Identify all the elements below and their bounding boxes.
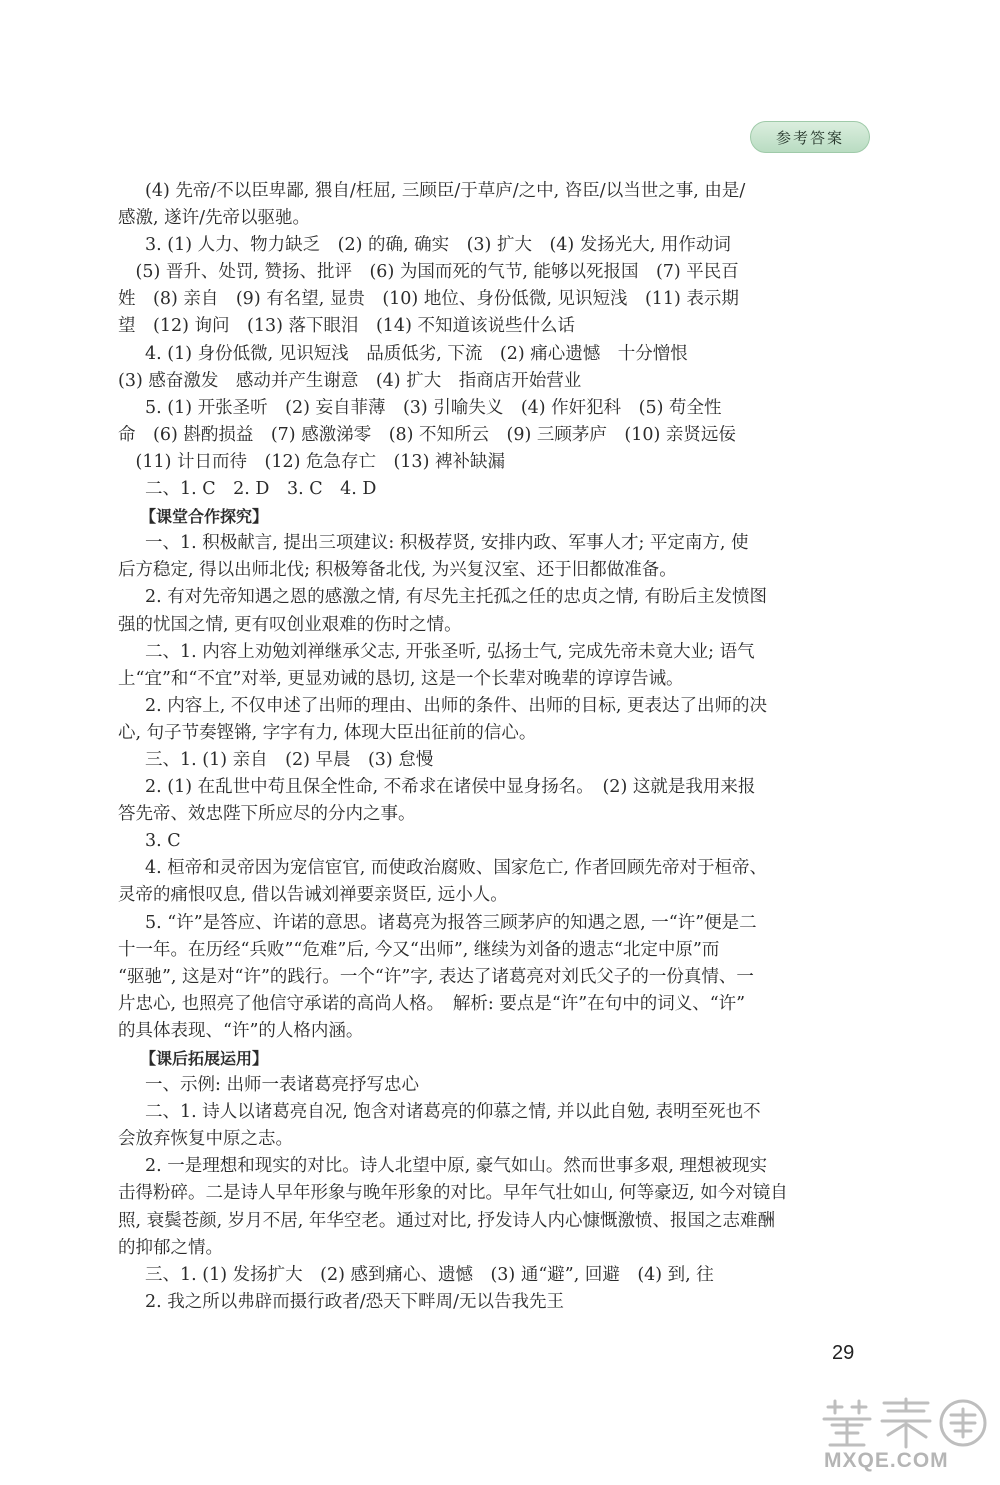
answer-line: 2. 我之所以弗辟而摄行政者/恐天下畔周/无以告我先王 [145, 1291, 565, 1312]
answer-line: 感激, 遂许/先帝以驱驰。 [118, 208, 311, 229]
answer-line: 4. 桓帝和灵帝因为宠信宦官, 而使政治腐败、国家危亡, 作者回顾先帝对于桓帝、 [145, 858, 768, 879]
answer-line: 3. C [145, 831, 181, 852]
answer-line: 2. (1) 在乱世中苟且保全性命, 不希求在诸侯中显身扬名。 (2) 这就是我用来报 [145, 777, 756, 798]
answer-line: 片忠心, 也照亮了他信守承诺的高尚人格。 解析: 要点是“许”在句中的词义、“许” [118, 993, 746, 1014]
answer-line: 会放弃恢复中原之志。 [118, 1129, 293, 1150]
answer-line: 心, 句子节奏铿锵, 字字有力, 体现大臣出征前的信心。 [118, 722, 537, 743]
answer-line: 答先帝、效忠陛下所应尽的分内之事。 [118, 804, 416, 825]
answer-line: (3) 感奋激发 感动并产生谢意 (4) 扩大 指商店开始营业 [118, 370, 582, 391]
page-number: 29 [832, 1342, 855, 1364]
answer-line: (11) 计日而待 (12) 危急存亡 (13) 裨补缺漏 [118, 451, 505, 472]
answer-line: 的抑郁之情。 [118, 1237, 223, 1258]
answer-line: 一、示例: 出师一表诸葛亮抒写忠心 [145, 1075, 419, 1096]
answer-line: 二、1. C 2. D 3. C 4. D [145, 479, 377, 500]
answer-line: 灵帝的痛恨叹息, 借以告诫刘禅要亲贤臣, 远小人。 [118, 885, 508, 906]
answer-key-badge: 参考答案 [750, 121, 870, 153]
answer-line: 击得粉碎。二是诗人早年形象与晚年形象的对比。早年气壮如山, 何等豪迈, 如今对镜自 [118, 1183, 788, 1204]
answer-line: 强的忧国之情, 更有叹创业艰难的伤时之情。 [118, 614, 462, 635]
answer-line: 望 (12) 询问 (13) 落下眼泪 (14) 不知道该说些什么话 [118, 316, 575, 337]
answer-line: 三、1. (1) 亲自 (2) 早晨 (3) 怠慢 [145, 749, 434, 770]
answer-line: 2. 一是理想和现实的对比。诗人北望中原, 豪气如山。然而世事多艰, 理想被现实 [145, 1156, 768, 1177]
answer-content [118, 178, 862, 1316]
answer-line: 上“宜”和“不宜”对举, 更显劝诫的恳切, 这是一个长辈对晚辈的谆谆告诫。 [118, 668, 684, 689]
section-heading: 【课后拓展运用】 [140, 1049, 269, 1068]
watermark-logo [818, 1395, 988, 1477]
section-heading: 【课堂合作探究】 [140, 507, 269, 527]
answer-line: 十一年。在历经“兵败”“危难”后, 今又“出师”, 继续为刘备的遗志“北定中原”而 [118, 939, 720, 960]
answer-line: 照, 衰鬓苍颜, 岁月不居, 年华空老。通过对比, 抒发诗人内心慷慨激愤、报国之志难酬 [118, 1210, 775, 1231]
answer-line: 二、1. 诗人以诸葛亮自况, 饱含对诸葛亮的仰慕之情, 并以此自勉, 表明至死也不 [145, 1102, 761, 1123]
answer-line: “驱驰”, 这是对“许”的践行。一个“许”字, 表达了诸葛亮对刘氏父子的一份真情、一 [118, 966, 754, 987]
answer-line: 三、1. (1) 发扬扩大 (2) 感到痛心、遗憾 (3) 通“避”, 回避 (4) 到, 往 [145, 1264, 714, 1285]
answer-line: (4) 先帝/不以臣卑鄙, 猥自/枉屈, 三顾臣/于草庐/之中, 咨臣/以当世之事, 由是/ [145, 181, 746, 201]
answer-line: 一、1. 积极献言, 提出三项建议: 积极荐贤, 安排内政、军事人才; 平定南方, 使 [145, 533, 749, 554]
answer-line: 5. “许”是答应、许诺的意思。诸葛亮为报答三顾茅庐的知遇之恩, 一“许”便是二 [145, 912, 757, 933]
answer-line: 姓 (8) 亲自 (9) 有名望, 显贵 (10) 地位、身份低微, 见识短浅 (11) 表示期 [118, 289, 739, 310]
answer-line: 后方稳定, 得以出师北伐; 积极筹备北伐, 为兴复汉室、还于旧都做准备。 [118, 560, 677, 581]
answer-line: 命 (6) 斟酌损益 (7) 感激涕零 (8) 不知所云 (9) 三顾茅庐 (10) 亲贤远佞 [118, 424, 736, 445]
answer-line: (5) 晋升、处罚, 赞扬、批评 (6) 为国而死的气节, 能够以死报国 (7) 平民百 [118, 262, 739, 283]
answer-line: 的具体表现、“许”的人格内涵。 [118, 1020, 364, 1041]
watermark-site: MXQE.COM [824, 1449, 949, 1472]
answer-line: 5. (1) 开张圣听 (2) 妄自菲薄 (3) 引喻失义 (4) 作奸犯科 (5) 苟全性 [145, 397, 722, 418]
answer-line: 2. 内容上, 不仅申述了出师的理由、出师的条件、出师的目标, 更表达了出师的决 [145, 695, 768, 716]
watermark-graphic [818, 1395, 988, 1451]
answer-line: 二、1. 内容上劝勉刘禅继承父志, 开张圣听, 弘扬士气, 完成先帝未竟大业; 语气 [145, 641, 755, 662]
answer-line: 4. (1) 身份低微, 见识短浅 品质低劣, 下流 (2) 痛心遗憾 十分憎恨 [145, 343, 688, 364]
answer-line: 3. (1) 人力、物力缺乏 (2) 的确, 确实 (3) 扩大 (4) 发扬光大, 用作动词 [145, 235, 731, 256]
answer-line: 2. 有对先帝知遇之恩的感激之情, 有尽先主托孤之任的忠贞之情, 有盼后主发愤图 [145, 587, 768, 608]
